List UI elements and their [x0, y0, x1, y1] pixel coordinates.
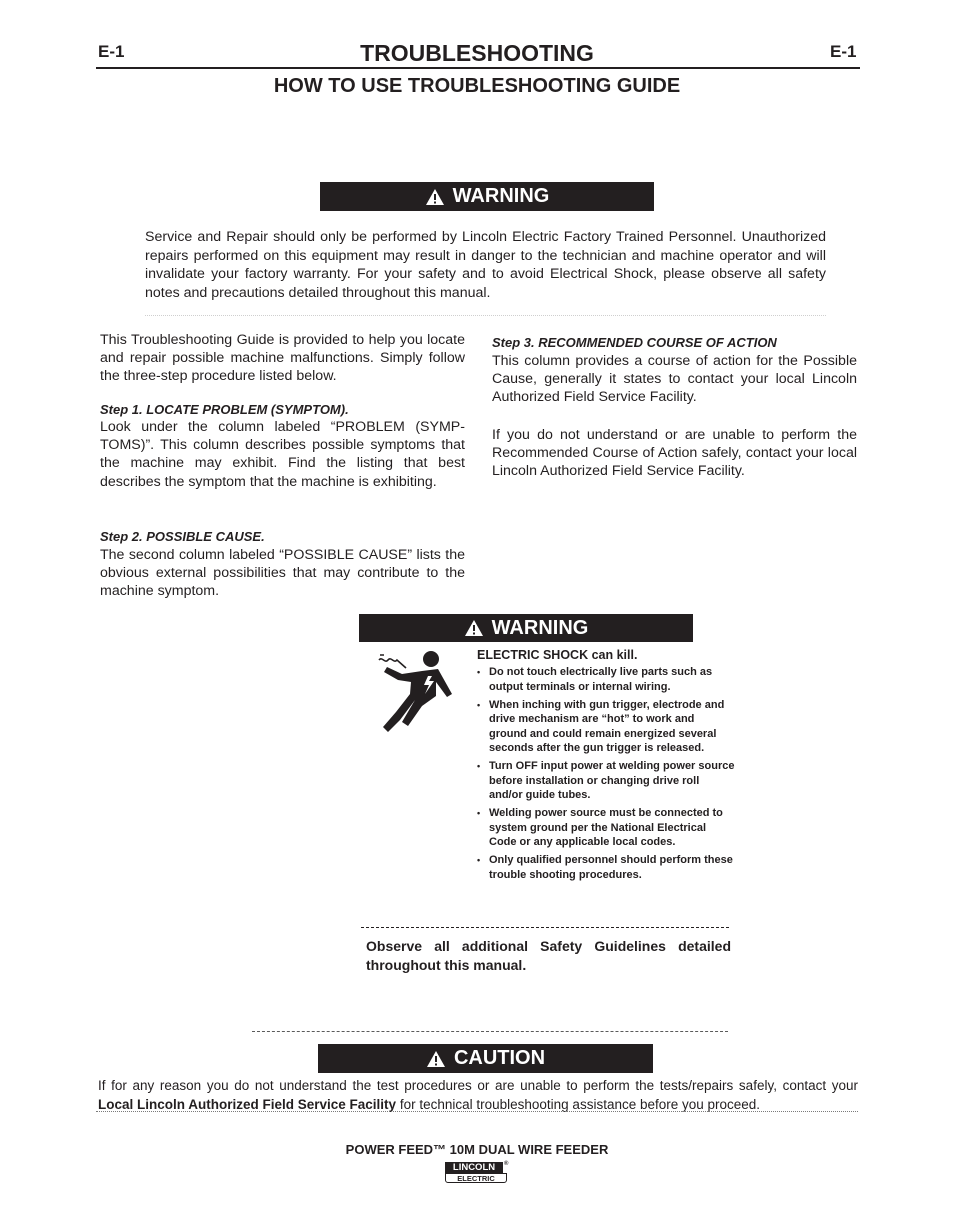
step1-heading: Step 1. LOCATE PROBLEM (SYMPTOM).	[100, 402, 349, 417]
step3-text: This column provides a course of action for the Possible Cause, generally it states to contact your local Lincoln Authorized Field Service Facility.	[492, 353, 857, 406]
title-rule	[96, 67, 860, 69]
electric-shock-icon	[378, 650, 470, 741]
observe-guidelines-text: Observe all additional Safety Guidelines detailed throughout this manual.	[366, 938, 731, 973]
page-number-right: E-1	[830, 42, 857, 61]
caution-text	[98, 1076, 858, 1114]
followup-paragraph: If you do not understand or are unable to perform the Recommended Course of Action safely, contact your local Lincoln Authorized Field Service Facility.	[492, 427, 857, 480]
warning-banner	[320, 182, 654, 211]
list-item: • Do not touch electrically live parts such as output terminals or internal wiring.	[477, 665, 735, 694]
warning-triangle-icon	[425, 188, 445, 206]
step1-text: Look under the column labeled “PROBLEM (SYMP-TOMS)”. This column describes possible symptoms that the machine may exhibit. Find the listing that best describes the symptom that the machine is exhibiting.	[100, 419, 465, 490]
shock-heading: ELECTRIC SHOCK can kill.	[477, 648, 638, 662]
dashed-divider	[252, 1031, 728, 1032]
caution-text-bold: Local Lincoln Authorized Field Service Facility	[98, 1097, 397, 1112]
list-item: • Welding power source must be connected to system ground per the National Electrical Code or any applicable local codes.	[477, 806, 735, 850]
warning-banner-label: WARNING	[452, 185, 550, 207]
step2-text: The second column labeled “POSSIBLE CAUSE” lists the obvious external possibilities that may contribute to the machine symptom.	[100, 547, 465, 600]
caution-text-end: for technical troubleshooting assistance before you proceed.	[399, 1097, 761, 1112]
page-title: TROUBLESHOOTING	[360, 40, 594, 66]
footer-divider	[96, 1111, 858, 1112]
step2-heading: Step 2. POSSIBLE CAUSE.	[100, 529, 265, 544]
caution-banner	[318, 1044, 653, 1073]
list-item: • Only qualified personnel should perform these trouble shooting procedures.	[477, 853, 735, 882]
intro-paragraph: This Troubleshooting Guide is provided to help you locate and repair possible machine malfunctions. Simply follow the three-step procedure listed below.	[100, 332, 465, 385]
list-item: • Turn OFF input power at welding power source before installation or changing drive roll and/or guide tubes.	[477, 759, 735, 803]
page-number-left: E-1	[98, 42, 125, 61]
warning-service-text: Service and Repair should only be performed by Lincoln Electric Factory Trained Personnel. Unauthorized repairs performed on this equipment may result in danger to the technician and machine operator and will invalidate your factory warranty. For your safety and to avoid Electrical Shock, please observe all safety notes and precautions detailed throughout this manual.	[145, 229, 826, 302]
caution-banner-label: CAUTION	[453, 1047, 546, 1069]
lincoln-electric-logo: LINCOLN ® ELECTRIC	[445, 1162, 509, 1185]
warning-triangle-icon	[464, 619, 484, 637]
page-subtitle: HOW TO USE TROUBLESHOOTING GUIDE	[273, 75, 681, 97]
warning-banner-label: WARNING	[491, 616, 589, 639]
list-item: • When inching with gun trigger, electrode and drive mechanism are “hot” to work and ground and could remain energized several seconds after the gun trigger is released.	[477, 698, 735, 756]
warning-banner-shock	[359, 614, 693, 642]
step3-heading: Step 3. RECOMMENDED COURSE OF ACTION	[492, 335, 777, 350]
dashed-divider	[361, 927, 729, 928]
safety-bullet-list	[477, 665, 735, 886]
warning-triangle-icon	[426, 1050, 446, 1068]
caution-text-start: If for any reason you do not understand the test procedures or are unable to perform the tests/repairs safely, contact your	[98, 1078, 858, 1093]
product-name: POWER FEED™ 10M DUAL WIRE FEEDER	[345, 1142, 609, 1157]
divider	[145, 315, 826, 316]
